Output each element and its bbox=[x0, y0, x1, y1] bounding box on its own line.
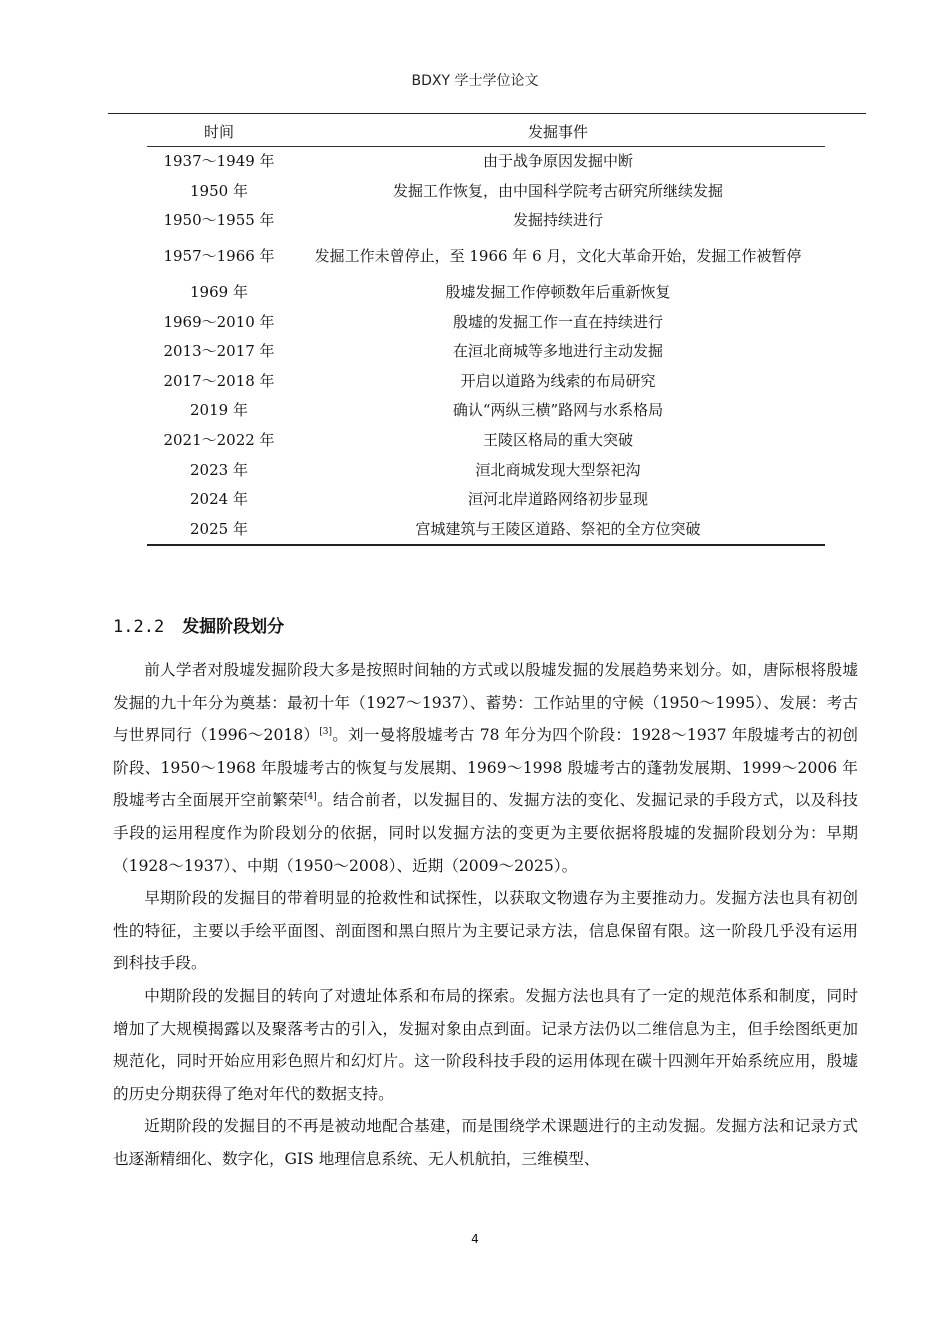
table-row bbox=[147, 206, 825, 236]
cell-time: 2024 年 bbox=[190, 490, 248, 509]
paragraph-text: 前人学者对殷墟发掘阶段大多是按照时间轴的方式或以殷墟发掘的发展趋势来划分。如，唐际根将殷墟发掘的九十年分为奠基：最初十年（1927～1937）、蓄势：工作站里的守候（1950～1995）、发展：考古与世界同行（1996～2018） bbox=[113, 661, 858, 745]
table-row bbox=[147, 367, 825, 397]
cell-time: 2025 年 bbox=[190, 519, 248, 538]
cell-event: 宫城建筑与王陵区道路、祭祀的全方位突破 bbox=[415, 519, 701, 538]
table-row bbox=[147, 396, 825, 426]
table-row bbox=[147, 236, 825, 278]
cell-time: 2019 年 bbox=[190, 401, 248, 420]
section-title: 发掘阶段划分 bbox=[182, 617, 285, 637]
excavation-events-table bbox=[147, 119, 825, 546]
column-header-event: 发掘事件 bbox=[527, 123, 588, 141]
column-header-time: 时间 bbox=[203, 123, 234, 141]
table-row bbox=[147, 147, 825, 177]
table-header-row bbox=[147, 119, 825, 147]
cell-time: 1937～1949 年 bbox=[163, 152, 275, 171]
table-row bbox=[147, 485, 825, 515]
table-row bbox=[147, 515, 825, 546]
citation-ref[interactable]: [4] bbox=[304, 792, 317, 803]
cell-event: 发掘工作未曾停止，至 1966 年 6 月，文化大革命开始，发掘工作被暂停 bbox=[314, 247, 802, 266]
cell-event: 洹河北岸道路网络初步显现 bbox=[467, 490, 648, 509]
cell-event: 确认“两纵三横”路网与水系格局 bbox=[452, 401, 664, 420]
section-number: 1.2.2 bbox=[113, 617, 165, 637]
cell-event: 开启以道路为线索的布局研究 bbox=[460, 371, 656, 390]
paragraph: 早期阶段的发掘目的带着明显的抢救性和试探性，以获取文物遗存为主要推动力。发掘方法也具有初创性的特征，主要以手绘平面图、剖面图和黑白照片为主要记录方法，信息保留有限。这一阶段几乎没有运用到科技手段。 bbox=[113, 889, 858, 973]
table-row bbox=[147, 278, 825, 308]
cell-time: 2023 年 bbox=[190, 460, 248, 479]
cell-time: 2013～2017 年 bbox=[163, 342, 275, 361]
table-row bbox=[147, 307, 825, 337]
cell-event: 发掘工作恢复，由中国科学院考古研究所继续发掘 bbox=[392, 181, 723, 200]
paragraph: 近期阶段的发掘目的不再是被动地配合基建，而是围绕学术课题进行的主动发掘。发掘方法和记录方式也逐渐精细化、数字化，GIS 地理信息系统、无人机航拍，三维模型、 bbox=[113, 1117, 858, 1168]
cell-event: 由于战争原因发掘中断 bbox=[482, 152, 633, 171]
paragraph-text: 。刘一曼将殷墟考古 78 年分为四个阶段：1928～1937 年殷墟考古的初创阶段、1950～1968 年殷墟考古的恢复与发展期、1969～1998 殷墟考古的蓬勃发展期、1999～2006 年殷墟考古全面展开空前繁荣 bbox=[113, 726, 858, 810]
page-header: BDXY 学士学位论文 bbox=[411, 73, 539, 89]
cell-time: 1969～2010 年 bbox=[163, 312, 275, 331]
cell-event: 发掘持续进行 bbox=[512, 211, 603, 230]
cell-event: 殷墟发掘工作停顿数年后重新恢复 bbox=[445, 283, 671, 302]
table-row bbox=[147, 426, 825, 456]
cell-time: 1950 年 bbox=[190, 181, 248, 200]
cell-time: 1969 年 bbox=[190, 283, 248, 302]
table-row bbox=[147, 455, 825, 485]
cell-event: 在洹北商城等多地进行主动发掘 bbox=[452, 342, 663, 361]
paragraph-text: 。结合前者，以发掘目的、发掘方法的变化、发掘记录的手段方式，以及科技手段的运用程度作为阶段划分的依据，同时以发掘方法的变更为主要依据将殷墟的发掘阶段划分为：早期（1928～1937）、中期（1950～2008）、近期（2009～2025）。 bbox=[113, 791, 858, 875]
cell-time: 2021～2022 年 bbox=[163, 431, 275, 450]
paragraph bbox=[113, 654, 858, 882]
cell-event: 殷墟的发掘工作一直在持续进行 bbox=[452, 312, 663, 331]
paragraph: 中期阶段的发掘目的转向了对遗址体系和布局的探索。发掘方法也具有了一定的规范体系和制度，同时增加了大规模揭露以及聚落考古的引入，发掘对象由点到面。记录方法仍以二维信息为主，但手绘图纸更加规范化，同时开始应用彩色照片和幻灯片。这一阶段科技手段的运用体现在碳十四测年开始系统应用，殷墟的历史分期获得了绝对年代的数据支持。 bbox=[113, 986, 858, 1103]
table-row bbox=[147, 177, 825, 207]
cell-time: 2017～2018 年 bbox=[163, 371, 275, 390]
section-heading bbox=[113, 612, 284, 637]
citation-ref[interactable]: [3] bbox=[319, 727, 333, 737]
page-number: 4 bbox=[471, 1232, 479, 1246]
cell-event: 王陵区格局的重大突破 bbox=[482, 431, 633, 450]
header-rule bbox=[108, 113, 866, 114]
cell-time: 1950～1955 年 bbox=[163, 211, 275, 230]
cell-event: 洹北商城发现大型祭祀沟 bbox=[475, 460, 641, 479]
cell-time: 1957～1966 年 bbox=[163, 247, 275, 266]
body-text bbox=[113, 654, 858, 1176]
table-row bbox=[147, 337, 825, 367]
